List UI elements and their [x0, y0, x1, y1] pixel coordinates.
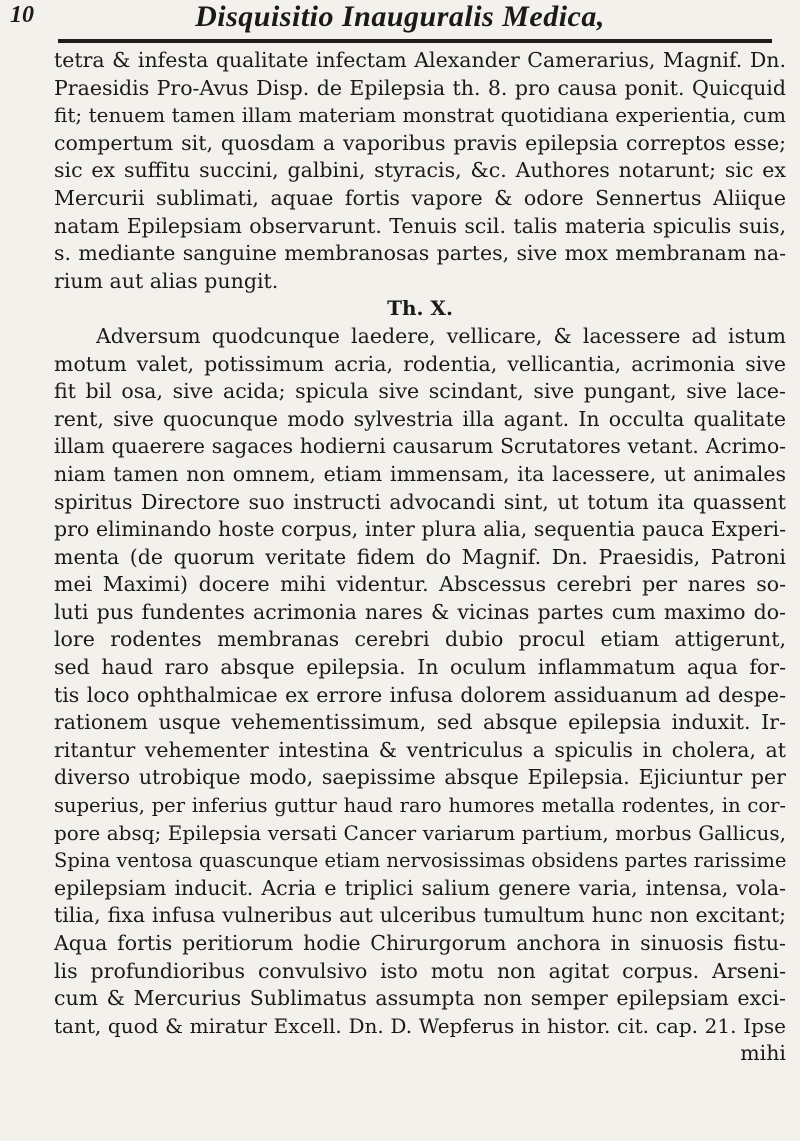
text-line: compertum sit, quosdam a vaporibus pravis epilepsia correptos esse;: [54, 130, 786, 155]
text-line: cum & Mercurius Sublimatus assumpta non semper epilepsiam exci-: [54, 986, 786, 1011]
text-line: lore rodentes membranas cerebri dubio procul etiam attigerunt,: [54, 627, 786, 652]
text-line: mei Maximi) docere mihi videntur. Abscessus cerebri per nares so-: [54, 572, 786, 597]
text-line: rium aut alias pungit.: [54, 268, 279, 293]
text-line: pore absq; Epilepsia versati Cancer variarum partium, morbus Gallicus,: [54, 820, 786, 845]
text-line: Mercurii sublimati, aquae fortis vapore & odore Sennertus Aliique: [54, 185, 786, 210]
text-line: epilepsiam inducit. Acria e triplici salium genere varia, intensa, vola-: [54, 875, 786, 900]
text-line: pro eliminando hoste corpus, inter plura alia, sequentia pauca Experi-: [54, 517, 786, 542]
text-line: tis loco ophthalmicae ex errore infusa dolorem assiduanum ad despe-: [54, 682, 786, 707]
text-line: natam Epilepsiam observarunt. Tenuis scil. talis materia spiculis suis,: [54, 213, 786, 238]
text-line: lis profundioribus convulsivo isto motu non agitat corpus. Arseni-: [54, 958, 786, 983]
text-line: diverso utrobique modo, saepissime absque Epilepsia. Ejiciuntur per: [54, 765, 786, 790]
thesis-heading: Th. X.: [387, 296, 453, 321]
text-line: rent, sive quocunque modo sylvestria illa agant. In occulta qualitate: [54, 406, 786, 431]
page-header: [0, 0, 800, 44]
text-line: superius, per inferius guttur haud raro humores metalla rodentes, in cor-: [54, 794, 786, 818]
text-line: niam tamen non omnem, etiam immensam, ita lacessere, ut animales: [54, 461, 786, 486]
text-line: ritantur vehementer intestina & ventriculus a spiculis in cholera, at: [54, 737, 786, 762]
text-line: tilia, fixa infusa vulneribus aut ulceribus tumultum hunc non excitant;: [54, 903, 786, 928]
text-line: s. mediante sanguine membranosas partes, sive mox membranam na-: [54, 241, 786, 266]
text-line: sed haud raro absque epilepsia. In oculum inflammatum aqua for-: [54, 655, 786, 680]
text-line: luti pus fundentes acrimonia nares & vicinas partes cum maximo do-: [54, 599, 786, 624]
running-title: Disquisitio Inauguralis Medica,: [195, 0, 605, 33]
text-line: sic ex suffitu succini, galbini, styracis, &c. Authores notarunt; sic ex: [54, 158, 786, 183]
text-line: Aqua fortis peritiorum hodie Chirurgorum anchora in sinuosis fistu-: [54, 931, 786, 955]
text-line: fit; tenuem tamen illam materiam monstrat quotidiana experientia, cum: [54, 103, 786, 128]
text-line: Praesidis Pro-Avus Disp. de Epilepsia th. 8. pro causa ponit. Quicquid: [54, 75, 786, 100]
text-line: spiritus Directore suo instructi advocandi sint, ut totum ita quassent: [54, 489, 786, 514]
text-line: tetra & infesta qualitate infectam Alexander Camerarius, Magnif. Dn.: [54, 48, 786, 72]
text-line: menta (de quorum veritate fidem do Magnif. Dn. Praesidis, Patroni: [54, 544, 786, 569]
page-number: 10: [10, 2, 34, 28]
catchword: mihi: [740, 1041, 786, 1066]
text-line: motum valet, potissimum acria, rodentia, vellicantia, acrimonia sive: [54, 351, 786, 376]
text-line: Spina ventosa quascunque etiam nervosissimas obsidens partes rarissime: [54, 849, 786, 873]
text-line: Adversum quodcunque laedere, vellicare, & lacessere ad istum: [96, 323, 786, 348]
text-line: tant, quod & miratur Excell. Dn. D. Wepferus in histor. cit. cap. 21. Ipse: [54, 1013, 786, 1038]
header-rule: [58, 39, 772, 43]
text-line: illam quaerere sagaces hodierni causarum Scrutatores vetant. Acrimo-: [54, 434, 786, 459]
text-line: rationem usque vehementissimum, sed absque epilepsia induxit. Ir-: [54, 710, 786, 735]
body-text: [54, 47, 786, 1068]
text-line: fit bil osa, sive acida; spicula sive scindant, sive pungant, sive lace-: [54, 379, 786, 404]
